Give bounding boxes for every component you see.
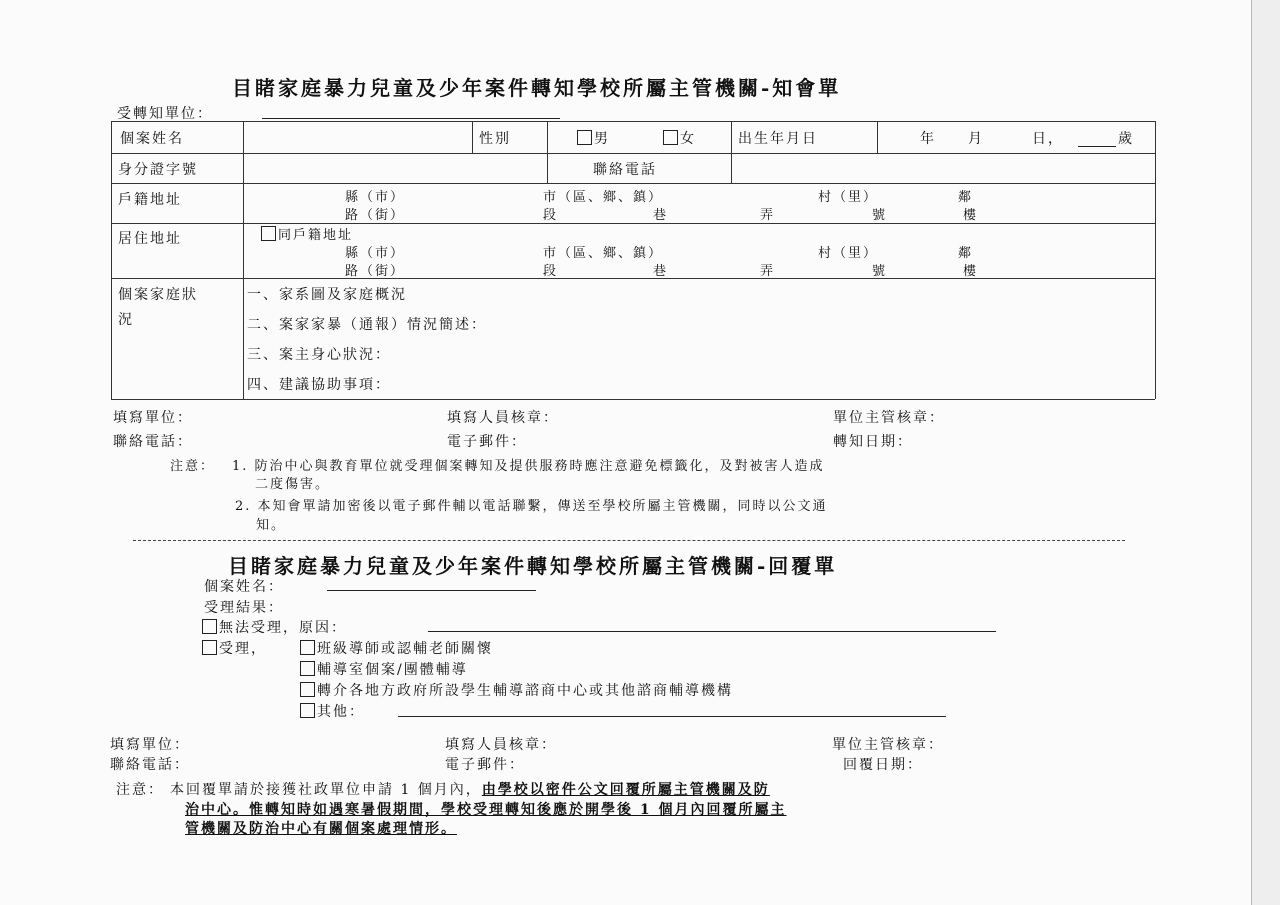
reply-title: 目睹家庭暴力兒童及少年案件轉知學校所屬主管機關-回覆單 <box>228 554 838 578</box>
reply-note-label: 注意： <box>116 782 164 798</box>
family-situation-label-cont: 況 <box>118 312 134 328</box>
reply-case-name-label: 個案姓名： <box>204 579 284 595</box>
birth-format: 年 月 日， <box>920 131 1064 147</box>
other-field[interactable] <box>398 716 946 717</box>
page-edge-shadow <box>1252 0 1280 905</box>
reply-contact-phone: 聯絡電話： <box>110 757 190 773</box>
notice-email: 電子郵件： <box>447 434 527 450</box>
notice-supervisor-seal: 單位主管核章： <box>833 410 945 426</box>
opt2-checkbox[interactable] <box>300 661 315 676</box>
family-item-2[interactable]: 二、案家家暴（通報）情況簡述： <box>247 317 487 333</box>
notice-contact-phone: 聯絡電話： <box>113 434 193 450</box>
reply-filler-seal: 填寫人員核章： <box>445 737 557 753</box>
notice-title: 目睹家庭暴力兒童及少年案件轉知學校所屬主管機關-知會單 <box>232 76 842 100</box>
accept-checkbox[interactable] <box>202 640 217 655</box>
cut-line <box>133 540 1125 541</box>
scanned-form-page: 目睹家庭暴力兒童及少年案件轉知學校所屬主管機關-知會單 受轉知單位： 個案姓名 性別 男 女 出生年月日 年 月 日， 歲 身分證字號 聯絡電話 戶籍地址 縣（市） 市（區、鄉、鎮） 村（里） 鄰 路（街） 段 巷 弄 號 樓 居住地址 同戶籍地址 縣（市） 市（區、鄉、鎮） 村（里） 鄰 路（街） 段 巷 弄 號 樓 個案家庭狀 況 一、家系圖及家庭概況 二、案家家暴（通報）情況簡述： 三、案主身心狀況： 四、建議協助事項： 填寫單位： 填寫人員核章： 單位主管核章： 聯絡電話： 電子郵件： 轉知日期： 注意： 1. 防治中心與教育單位就受理個案轉知及提供服務時應注意避免標籤化，及對被害人造成 二度傷害。 2. 本知會單請加密後以電子郵件輔以電話聯繫，傳送至學校所屬主管機關，同時以公文通 知。 目睹家庭暴力兒童及少年案件轉知學校所屬主管機關-回覆單 個案姓名： 受理結果： 無法受理，原因： 受理， 班級導師或認輔老師關懷 輔導室個案/團體輔導 轉介各地方政府所設學生輔導諮商中心或其他諮商輔導機構 其他： 填寫單位： 填寫人員核章： 單位主管核章： 聯絡電話： 電子郵件： 回覆日期： 注意： 本回覆單請於接獲社政單位申請 1 個月內，由學校以密件公文回覆所屬主管機關及防 治中心。惟轉知時如遇寒暑假期間，學校受理轉知後應於開學後 1 個月內回覆所屬主 管機關及防治中心有關個案處理情形。 <box>0 0 1280 905</box>
family-item-3[interactable]: 三、案主身心狀況： <box>247 347 391 363</box>
birth-label: 出生年月日 <box>738 131 818 147</box>
reply-note-line-3: 管機關及防治中心有關個案處理情形。 <box>185 821 457 837</box>
unable-checkbox[interactable] <box>202 619 217 634</box>
reply-date: 回覆日期： <box>843 757 923 773</box>
reply-note-line-1 <box>170 779 770 799</box>
notice-note-label: 注意： <box>170 459 216 474</box>
unable-reason-field[interactable] <box>428 631 996 632</box>
accept-option-4[interactable]: 其他： <box>300 701 365 721</box>
female-checkbox[interactable] <box>663 130 678 145</box>
reply-email: 電子郵件： <box>445 757 525 773</box>
recipient-field[interactable] <box>262 118 560 119</box>
family-item-4[interactable]: 四、建議協助事項： <box>247 377 391 393</box>
household-address-label: 戶籍地址 <box>118 192 182 208</box>
accept-option[interactable]: 受理， <box>202 638 267 658</box>
notice-transfer-date: 轉知日期： <box>833 434 913 450</box>
gender-male-option[interactable]: 男 <box>577 128 610 148</box>
notice-fill-unit: 填寫單位： <box>113 410 193 426</box>
accept-option-1[interactable]: 班級導師或認輔老師關懷 <box>300 638 493 658</box>
residence-address-label: 居住地址 <box>118 231 182 247</box>
notice-filler-seal: 填寫人員核章： <box>447 410 559 426</box>
gender-label: 性別 <box>479 131 511 147</box>
gender-female-option[interactable]: 女 <box>663 128 696 148</box>
opt4-checkbox[interactable] <box>300 703 315 718</box>
id-label: 身分證字號 <box>118 162 198 178</box>
opt3-checkbox[interactable] <box>300 682 315 697</box>
family-item-1[interactable]: 一、家系圖及家庭概況 <box>247 287 407 303</box>
name-label: 個案姓名 <box>120 131 184 147</box>
male-checkbox[interactable] <box>577 130 592 145</box>
page-edge-line <box>1251 0 1252 905</box>
reply-note-line-2: 治中心。惟轉知時如遇寒暑假期間，學校受理轉知後應於開學後 1 個月內回覆所屬主 <box>185 802 787 818</box>
phone-field[interactable] <box>734 156 1152 181</box>
notice-note-2b: 知。 <box>256 518 287 533</box>
phone-label: 聯絡電話 <box>593 162 657 178</box>
reply-fill-unit: 填寫單位： <box>110 737 190 753</box>
notice-note-2a: 2. 本知會單請加密後以電子郵件輔以電話聯繫，傳送至學校所屬主管機關，同時以公文通 <box>235 499 828 514</box>
reply-note-plain: 本回覆單請於接獲社政單位申請 1 個月內， <box>170 782 482 798</box>
reply-result-label: 受理結果： <box>204 600 284 616</box>
recipient-label: 受轉知單位： <box>117 106 213 122</box>
age-suffix: 歲 <box>1118 131 1134 147</box>
age-field[interactable] <box>1078 146 1116 147</box>
accept-option-2[interactable]: 輔導室個案/團體輔導 <box>300 659 468 679</box>
notice-note-1a: 1. 防治中心與教育單位就受理個案轉知及提供服務時應注意避免標籤化，及對被害人造成 <box>232 459 825 474</box>
reply-supervisor-seal: 單位主管核章： <box>832 737 944 753</box>
same-household-checkbox[interactable] <box>261 226 276 241</box>
notice-note-1b: 二度傷害。 <box>255 477 331 492</box>
reply-note-underlined-1: 由學校以密件公文回覆所屬主管機關及防 <box>481 782 770 798</box>
same-household-option[interactable]: 同戶籍地址 <box>261 224 353 243</box>
reply-case-name-field[interactable] <box>327 590 536 591</box>
accept-option-3[interactable]: 轉介各地方政府所設學生輔導諮商中心或其他諮商輔導機構 <box>300 680 733 700</box>
id-field[interactable] <box>246 156 544 181</box>
name-field[interactable] <box>246 124 470 151</box>
family-situation-label: 個案家庭狀 <box>118 287 198 303</box>
unable-option[interactable]: 無法受理，原因： <box>202 617 347 637</box>
opt1-checkbox[interactable] <box>300 640 315 655</box>
